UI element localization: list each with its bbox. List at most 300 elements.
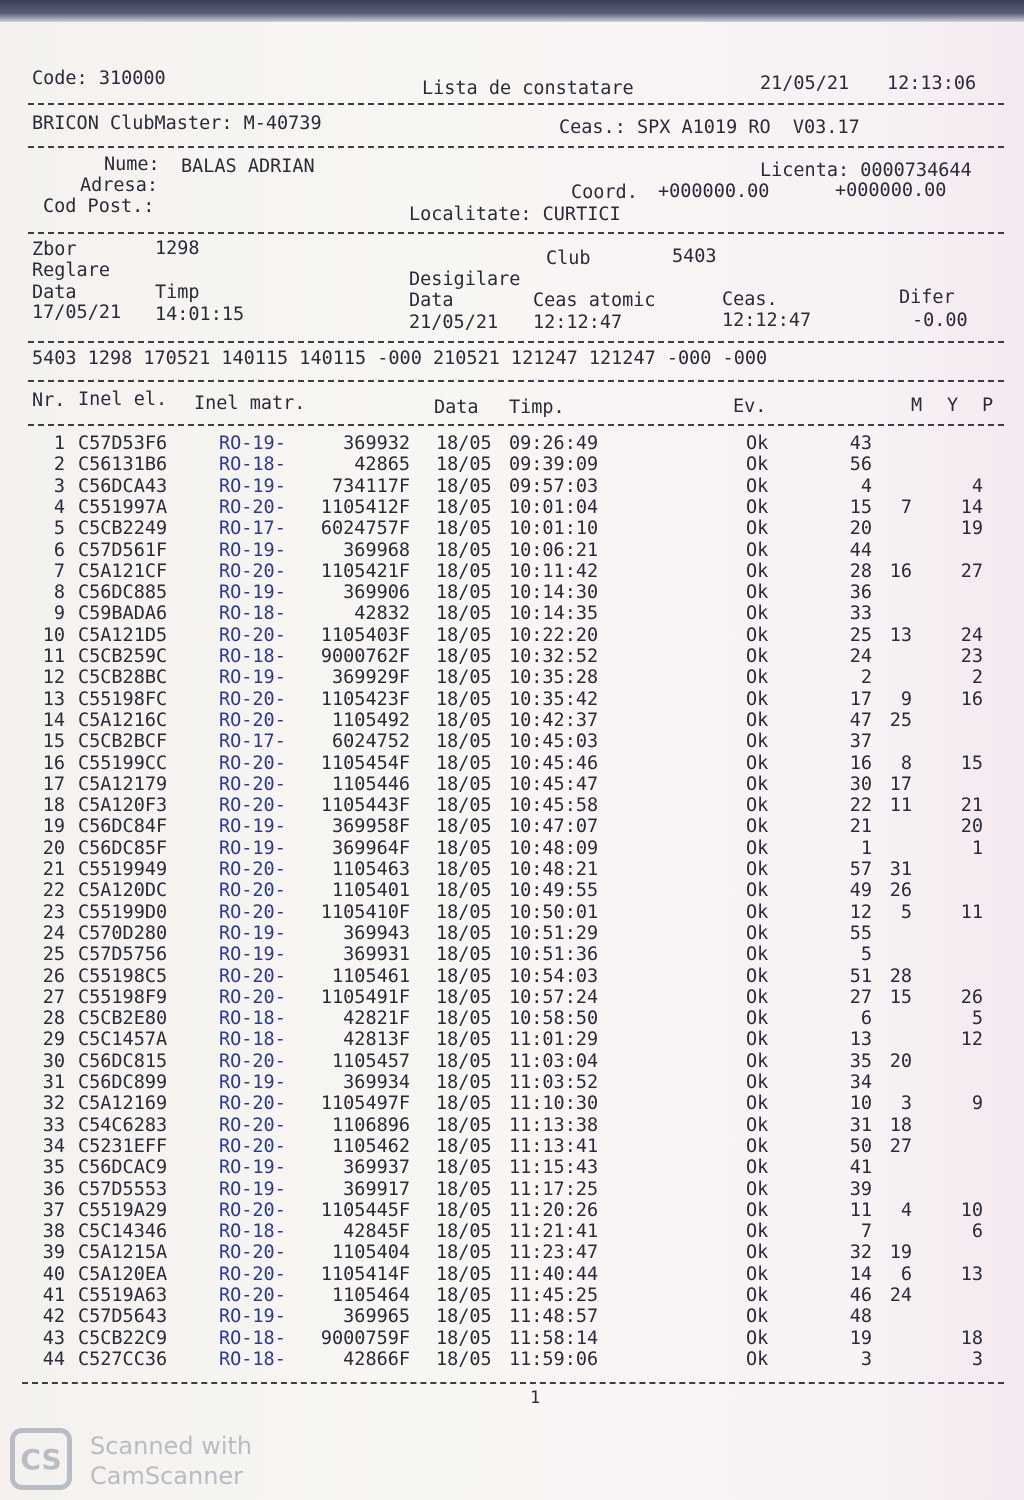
cell-nr: 17 [42, 773, 65, 795]
cell-time: 10:42:37 [509, 709, 599, 731]
cell-time: 10:01:04 [509, 496, 599, 518]
cell-m: 4 [860, 475, 872, 497]
cell-inel: C5231EFF [78, 1135, 168, 1157]
cell-p: 1 [971, 837, 983, 859]
clock-label: Ceas. [722, 289, 778, 310]
cell-num: 1105403F [320, 624, 410, 646]
license: Licenta: 0000734644 [760, 160, 972, 181]
cell-nr: 15 [42, 731, 65, 753]
cell-time: 10:11:42 [509, 560, 599, 582]
cell-m: 17 [849, 688, 872, 710]
name-value: BALAS ADRIAN [181, 156, 315, 177]
cell-data: 18/05 [436, 603, 492, 625]
cell-nr: 16 [42, 752, 65, 774]
cell-data: 18/05 [436, 688, 492, 710]
cell-matr: RO-20- [219, 880, 286, 902]
cell-inel: C55198C5 [78, 965, 168, 987]
cell-inel: C56DC899 [78, 1072, 168, 1093]
cell-time: 11:20:26 [509, 1199, 599, 1221]
table-row [0, 540, 1024, 561]
cell-nr: 36 [42, 1178, 65, 1200]
cell-inel: C5CB2E80 [78, 1008, 168, 1030]
cell-time: 10:06:21 [509, 539, 599, 561]
cell-inel: C59BADA6 [78, 603, 168, 625]
table-row [0, 987, 1024, 1008]
cell-num: 42821F [343, 1008, 410, 1030]
cell-ev: Ok [746, 1135, 769, 1157]
cell-inel: C55198FC [78, 688, 168, 710]
cell-ev: Ok [746, 859, 769, 880]
cell-ev: Ok [746, 454, 769, 476]
col-timp: Timp. [509, 397, 565, 418]
cell-time: 10:50:01 [509, 901, 599, 923]
cell-p: 12 [960, 1029, 983, 1051]
cell-num: 1105454F [320, 752, 410, 774]
table-row [0, 1115, 1024, 1136]
cell-inel: C56DC85F [78, 837, 168, 859]
cell-num: 1105421F [320, 560, 410, 582]
cell-matr: RO-20- [219, 859, 286, 880]
cell-num: 9000759F [320, 1327, 410, 1349]
cell-m: 37 [849, 731, 872, 753]
cell-p: 27 [960, 560, 983, 582]
cell-matr: RO-19- [219, 944, 286, 966]
cell-num: 369937 [343, 1157, 410, 1179]
cell-num: 42866F [343, 1348, 410, 1370]
cell-y: 9 [900, 688, 912, 710]
table-row [0, 731, 1024, 752]
cell-data: 18/05 [436, 1348, 492, 1370]
cell-num: 734117F [332, 475, 410, 497]
col-inel-matr: Inel matr. [194, 393, 306, 414]
cell-matr: RO-19- [219, 922, 286, 944]
cell-num: 369968 [343, 539, 410, 561]
watermark-line-2: CamScanner [90, 1462, 244, 1490]
cell-ev: Ok [746, 1114, 769, 1136]
cell-nr: 30 [42, 1050, 65, 1072]
cell-nr: 4 [53, 496, 65, 518]
cell-ev: Ok [746, 795, 769, 817]
print-date: 21/05/21 [760, 73, 850, 94]
cell-inel: C55199CC [78, 752, 168, 774]
cell-matr: RO-19- [219, 1178, 286, 1200]
cell-time: 10:14:30 [509, 582, 599, 604]
cell-num: 1105462 [332, 1135, 410, 1157]
cell-m: 30 [849, 773, 872, 795]
table-row [0, 859, 1024, 880]
flight-label: Zbor [32, 239, 77, 260]
cell-time: 10:32:52 [509, 646, 599, 667]
cell-ev: Ok [746, 624, 769, 646]
cell-ev: Ok [746, 731, 769, 753]
cell-time: 11:40:44 [509, 1263, 599, 1285]
cell-time: 11:17:25 [509, 1178, 599, 1200]
cell-m: 57 [849, 859, 872, 880]
cell-data: 18/05 [436, 518, 492, 540]
table-row [0, 1029, 1024, 1050]
cell-num: 369964F [332, 837, 410, 859]
cell-time: 10:54:03 [509, 965, 599, 987]
table-row [0, 625, 1024, 646]
camscanner-logo: CS [10, 1428, 72, 1490]
cell-inel: C5519A63 [78, 1285, 168, 1306]
table-row [0, 774, 1024, 795]
document-title: Lista de constatare [422, 78, 634, 99]
cell-inel: C57D561F [78, 539, 168, 561]
cell-m: 50 [849, 1135, 872, 1157]
cell-nr: 18 [42, 795, 65, 817]
cell-m: 25 [849, 624, 872, 646]
cell-num: 369932 [343, 433, 410, 454]
cell-ev: Ok [746, 1242, 769, 1264]
cell-data: 18/05 [436, 1072, 492, 1093]
cell-inel: C56DC84F [78, 816, 168, 838]
table-row [0, 880, 1024, 901]
table-row [0, 454, 1024, 475]
cell-num: 42813F [343, 1029, 410, 1051]
cell-y: 6 [900, 1263, 912, 1285]
cell-ev: Ok [746, 1306, 769, 1328]
cell-num: 1105445F [320, 1199, 410, 1221]
cell-p: 6 [971, 1221, 983, 1243]
cell-y: 7 [900, 496, 912, 518]
cell-nr: 26 [42, 965, 65, 987]
cell-m: 7 [860, 1221, 872, 1243]
club-number: 5403 [672, 246, 717, 267]
cell-matr: RO-19- [219, 539, 286, 561]
watermark-line-1: Scanned with [90, 1432, 253, 1460]
cell-y: 16 [889, 560, 912, 582]
cell-inel: C551997A [78, 496, 168, 518]
cell-data: 18/05 [436, 986, 492, 1008]
cell-p: 20 [960, 816, 983, 838]
cell-matr: RO-18- [219, 1348, 286, 1370]
cell-time: 10:49:55 [509, 880, 599, 902]
cell-ev: Ok [746, 837, 769, 859]
cell-m: 31 [849, 1114, 872, 1136]
cell-ev: Ok [746, 1029, 769, 1051]
cell-m: 51 [849, 965, 872, 987]
cell-y: 11 [889, 795, 912, 817]
cell-ev: Ok [746, 1327, 769, 1349]
cell-m: 6 [860, 1008, 872, 1030]
cell-data: 18/05 [436, 1050, 492, 1072]
cell-ev: Ok [746, 560, 769, 582]
table-row [0, 902, 1024, 923]
table-row [0, 710, 1024, 731]
cell-m: 19 [849, 1327, 872, 1349]
cell-matr: RO-17- [219, 731, 286, 753]
address-label: Adresa: [80, 175, 158, 196]
cell-num: 1105457 [332, 1050, 410, 1072]
cell-inel: C5A120DC [78, 880, 168, 902]
cell-nr: 24 [42, 922, 65, 944]
cell-data: 18/05 [436, 1221, 492, 1243]
cell-p: 3 [971, 1348, 983, 1370]
cell-p: 13 [960, 1263, 983, 1285]
cell-nr: 41 [42, 1285, 65, 1306]
table-row [0, 582, 1024, 603]
cell-inel: C57D5553 [78, 1178, 168, 1200]
cell-nr: 9 [53, 603, 65, 625]
cell-data: 18/05 [436, 582, 492, 604]
cell-time: 10:51:36 [509, 944, 599, 966]
cell-time: 10:48:09 [509, 837, 599, 859]
divider [28, 103, 1004, 105]
cell-data: 18/05 [436, 646, 492, 667]
cell-m: 49 [849, 880, 872, 902]
divider [28, 232, 1004, 234]
divider [22, 1382, 1004, 1384]
col-p: P [982, 395, 994, 416]
cell-nr: 21 [42, 859, 65, 880]
col-ev: Ev. [733, 396, 767, 417]
cell-y: 27 [889, 1135, 912, 1157]
col-data: Data [434, 397, 479, 418]
table-row [0, 1051, 1024, 1072]
cell-nr: 29 [42, 1029, 65, 1051]
name-label: Nume: [104, 154, 160, 175]
cell-nr: 42 [42, 1306, 65, 1328]
cell-matr: RO-20- [219, 773, 286, 795]
cell-m: 36 [849, 582, 872, 604]
cell-p: 11 [960, 901, 983, 923]
cell-data: 18/05 [436, 475, 492, 497]
cell-inel: C5A121D5 [78, 624, 168, 646]
cell-nr: 6 [53, 539, 65, 561]
cell-data: 18/05 [436, 433, 492, 454]
cell-num: 9000762F [320, 646, 410, 667]
page-number: 1 [530, 1388, 541, 1408]
cell-ev: Ok [746, 496, 769, 518]
cell-matr: RO-20- [219, 1093, 286, 1115]
cell-m: 55 [849, 922, 872, 944]
cell-matr: RO-20- [219, 1285, 286, 1306]
cell-y: 8 [900, 752, 912, 774]
cell-matr: RO-18- [219, 646, 286, 667]
cell-num: 6024752 [332, 731, 410, 753]
cell-matr: RO-20- [219, 986, 286, 1008]
cell-matr: RO-20- [219, 688, 286, 710]
col-m: M [911, 395, 923, 416]
cell-inel: C5CB28BC [78, 667, 168, 689]
atomic-clock-label: Ceas atomic [533, 290, 656, 311]
cell-m: 11 [849, 1199, 872, 1221]
table-row [0, 1093, 1024, 1114]
cell-ev: Ok [746, 1072, 769, 1093]
cell-nr: 7 [53, 560, 65, 582]
cell-data: 18/05 [436, 1263, 492, 1285]
cell-y: 13 [889, 624, 912, 646]
cell-nr: 8 [53, 582, 65, 604]
unseal-date-label: Data [409, 290, 454, 311]
cell-data: 18/05 [436, 1327, 492, 1349]
difference-label: Difer [899, 287, 955, 308]
cell-p: 10 [960, 1199, 983, 1221]
cell-matr: RO-18- [219, 1327, 286, 1349]
cell-y: 4 [900, 1199, 912, 1221]
cell-m: 39 [849, 1178, 872, 1200]
table-row [0, 944, 1024, 965]
cell-m: 34 [849, 1072, 872, 1093]
sync-date: 17/05/21 [32, 302, 122, 323]
cell-num: 42865 [354, 454, 410, 476]
cell-nr: 22 [42, 880, 65, 902]
cell-nr: 32 [42, 1093, 65, 1115]
cell-matr: RO-19- [219, 667, 286, 689]
coord-x: +000000.00 [658, 181, 770, 202]
postal-code-label: Cod Post.: [43, 196, 155, 217]
cell-time: 10:58:50 [509, 1008, 599, 1030]
cell-nr: 33 [42, 1114, 65, 1136]
cell-data: 18/05 [436, 539, 492, 561]
table-row [0, 646, 1024, 667]
cell-ev: Ok [746, 880, 769, 902]
cell-p: 2 [971, 667, 983, 689]
print-time: 12:13:06 [887, 73, 977, 94]
cell-num: 42832 [354, 603, 410, 625]
cell-num: 1105443F [320, 795, 410, 817]
cell-nr: 31 [42, 1072, 65, 1093]
cell-matr: RO-18- [219, 454, 286, 476]
cell-matr: RO-19- [219, 582, 286, 604]
cell-nr: 44 [42, 1348, 65, 1370]
cell-matr: RO-20- [219, 560, 286, 582]
cell-time: 10:35:28 [509, 667, 599, 689]
code-label: Code: 310000 [32, 68, 166, 89]
cell-ev: Ok [746, 986, 769, 1008]
cell-inel: C570D280 [78, 922, 168, 944]
cell-ev: Ok [746, 1093, 769, 1115]
sync-label: Reglare [32, 260, 110, 281]
table-row [0, 1136, 1024, 1157]
cell-ev: Ok [746, 518, 769, 540]
cell-inel: C5C1457A [78, 1029, 168, 1051]
cell-time: 09:26:49 [509, 433, 599, 454]
cell-data: 18/05 [436, 880, 492, 902]
cell-time: 11:13:38 [509, 1114, 599, 1136]
cell-inel: C56131B6 [78, 454, 168, 476]
cell-data: 18/05 [436, 922, 492, 944]
cell-inel: C527CC36 [78, 1348, 168, 1370]
cell-ev: Ok [746, 1178, 769, 1200]
cell-ev: Ok [746, 944, 769, 966]
cell-nr: 1 [53, 433, 65, 454]
cell-matr: RO-20- [219, 496, 286, 518]
cell-ev: Ok [746, 1157, 769, 1179]
cell-m: 21 [849, 816, 872, 838]
cell-num: 1105410F [320, 901, 410, 923]
coord-y: +000000.00 [835, 180, 947, 201]
table-row [0, 1157, 1024, 1178]
cell-p: 19 [960, 518, 983, 540]
cell-p: 5 [971, 1008, 983, 1030]
table-row [0, 1242, 1024, 1263]
cell-data: 18/05 [436, 1306, 492, 1328]
cell-data: 18/05 [436, 1178, 492, 1200]
cell-matr: RO-20- [219, 1114, 286, 1136]
cell-matr: RO-18- [219, 1008, 286, 1030]
table-row [0, 689, 1024, 710]
cell-data: 18/05 [436, 965, 492, 987]
cell-m: 20 [849, 518, 872, 540]
cell-matr: RO-19- [219, 1306, 286, 1328]
cell-m: 2 [860, 667, 872, 689]
clock-info: Ceas.: SPX A1019 RO V03.17 [559, 117, 860, 138]
cell-inel: C5A120EA [78, 1263, 168, 1285]
cell-matr: RO-20- [219, 1135, 286, 1157]
cell-time: 10:14:35 [509, 603, 599, 625]
table-row [0, 966, 1024, 987]
cell-time: 11:01:29 [509, 1029, 599, 1051]
cell-time: 11:03:52 [509, 1072, 599, 1093]
cell-nr: 19 [42, 816, 65, 838]
cell-m: 3 [860, 1348, 872, 1370]
cell-data: 18/05 [436, 624, 492, 646]
cell-matr: RO-20- [219, 795, 286, 817]
cell-matr: RO-17- [219, 518, 286, 540]
divider [28, 424, 1004, 426]
cell-ev: Ok [746, 539, 769, 561]
cell-inel: C56DC885 [78, 582, 168, 604]
cell-nr: 20 [42, 837, 65, 859]
cell-num: 1105404 [332, 1242, 410, 1264]
cell-matr: RO-18- [219, 603, 286, 625]
cell-ev: Ok [746, 752, 769, 774]
cell-time: 10:45:03 [509, 731, 599, 753]
table-row [0, 1306, 1024, 1327]
cell-time: 11:48:57 [509, 1306, 599, 1328]
cell-matr: RO-18- [219, 1221, 286, 1243]
cell-inel: C5A12179 [78, 773, 168, 795]
cell-ev: Ok [746, 582, 769, 604]
cell-matr: RO-20- [219, 1050, 286, 1072]
cell-data: 18/05 [436, 667, 492, 689]
cell-inel: C5519A29 [78, 1199, 168, 1221]
cell-time: 11:10:30 [509, 1093, 599, 1115]
cell-num: 369934 [343, 1072, 410, 1093]
cell-data: 18/05 [436, 1157, 492, 1179]
table-row [0, 1179, 1024, 1200]
cell-time: 10:45:58 [509, 795, 599, 817]
cell-ev: Ok [746, 1221, 769, 1243]
cell-num: 369965 [343, 1306, 410, 1328]
cell-num: 1105446 [332, 773, 410, 795]
sync-time-label: Timp [155, 282, 200, 303]
cell-p: 23 [960, 646, 983, 667]
cell-data: 18/05 [436, 1008, 492, 1030]
cell-data: 18/05 [436, 901, 492, 923]
cell-m: 14 [849, 1263, 872, 1285]
cell-ev: Ok [746, 433, 769, 454]
cell-num: 6024757F [320, 518, 410, 540]
cell-matr: RO-20- [219, 1242, 286, 1264]
cell-m: 32 [849, 1242, 872, 1264]
cell-num: 369931 [343, 944, 410, 966]
col-inel-el: Inel el. [78, 389, 168, 410]
cell-p: 14 [960, 496, 983, 518]
table-row [0, 667, 1024, 688]
cell-inel: C56DCAC9 [78, 1157, 168, 1179]
cell-y: 28 [889, 965, 912, 987]
cell-y: 20 [889, 1050, 912, 1072]
cell-time: 10:45:47 [509, 773, 599, 795]
cell-num: 1105463 [332, 859, 410, 880]
cell-ev: Ok [746, 773, 769, 795]
cell-m: 44 [849, 539, 872, 561]
cell-inel: C56DCA43 [78, 475, 168, 497]
cell-inel: C54C6283 [78, 1114, 168, 1136]
